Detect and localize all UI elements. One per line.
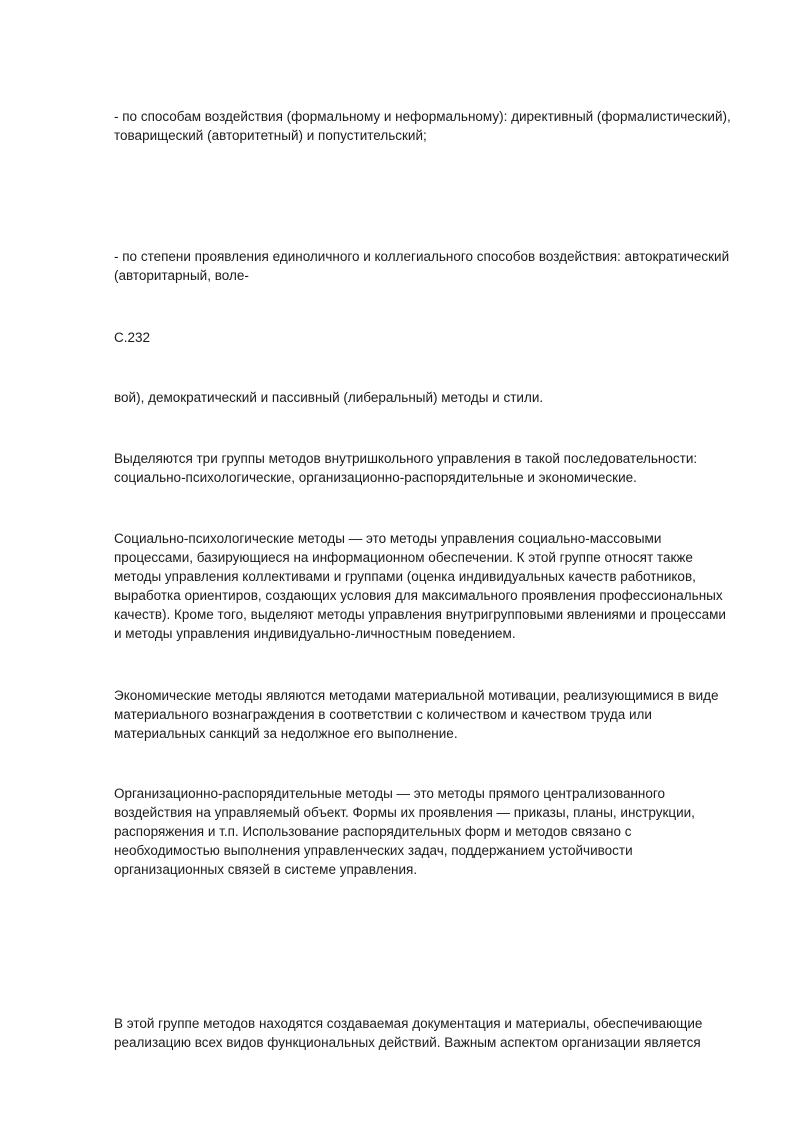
text-line: - по степени проявления единоличного и коллегиального способов воздействия: автократический <box>114 249 730 264</box>
text-line: Выделяются три группы методов внутришкольного управления в такой последовательности: <box>114 451 698 466</box>
paragraph-influence-methods <box>114 107 744 145</box>
text-line: необходимостью выполнения управленческих задач, поддержанием устойчивости <box>114 843 633 858</box>
paragraph-economic <box>114 686 744 743</box>
text-line: вой), демократический и пассивный (либеральный) методы и стили. <box>114 390 544 405</box>
page-marker <box>114 328 744 347</box>
paragraph-socio-psychological <box>114 529 744 643</box>
text-line: методы управления коллективами и группами (оценка индивидуальных качеств работников, <box>114 569 696 584</box>
text-line: материального вознаграждения в соответствии с количеством и качеством труда или <box>114 707 652 722</box>
text-line: качеств). Кроме того, выделяют методы управления внутригрупповыми явлениями и процессами <box>114 607 726 622</box>
text-line: материальных санкций за недолжное его выполнение. <box>114 726 458 741</box>
text-line: распоряжения и т.п. Использование распорядительных форм и методов связано с <box>114 824 632 839</box>
paragraph-organizational <box>114 784 744 879</box>
text-line: товарищеский (авторитетный) и попустительский; <box>114 128 427 143</box>
text-line: Социально-психологические методы — это методы управления социально-массовыми <box>114 531 662 546</box>
text-line: - по способам воздействия (формальному и неформальному): директивный (формалистический), <box>114 109 731 124</box>
text-line: и методы управления индивидуально-личностным поведением. <box>114 626 516 641</box>
text-line: воздействия на управляемый объект. Формы их проявления — приказы, планы, инструкции, <box>114 805 695 820</box>
text-line: реализацию всех видов функциональных действий. Важным аспектом организации является <box>114 1035 701 1050</box>
text-line: В этой группе методов находятся создаваемая документация и материалы, обеспечивающие <box>114 1016 703 1031</box>
text-line: выработка ориентиров, создающих условия для максимального проявления профессиональных <box>114 588 723 603</box>
text-line: (авторитарный, воле- <box>114 268 249 283</box>
page-number-text: С.232 <box>114 330 151 345</box>
text-line: социально-психологические, организационно-распорядительные и экономические. <box>114 470 637 485</box>
paragraph-three-groups <box>114 449 744 487</box>
paragraph-continuation <box>114 388 744 407</box>
paragraph-documentation <box>114 1014 744 1052</box>
text-line: Экономические методы являются методами материальной мотивации, реализующимися в виде <box>114 688 719 703</box>
paragraph-degree-of-influence <box>114 247 744 285</box>
text-line: Организационно-распорядительные методы — это методы прямого централизованного <box>114 786 666 801</box>
text-line: процессами, базирующиеся на информационном обеспечении. К этой группе относят также <box>114 550 693 565</box>
text-line: организационных связей в системе управления. <box>114 862 418 877</box>
